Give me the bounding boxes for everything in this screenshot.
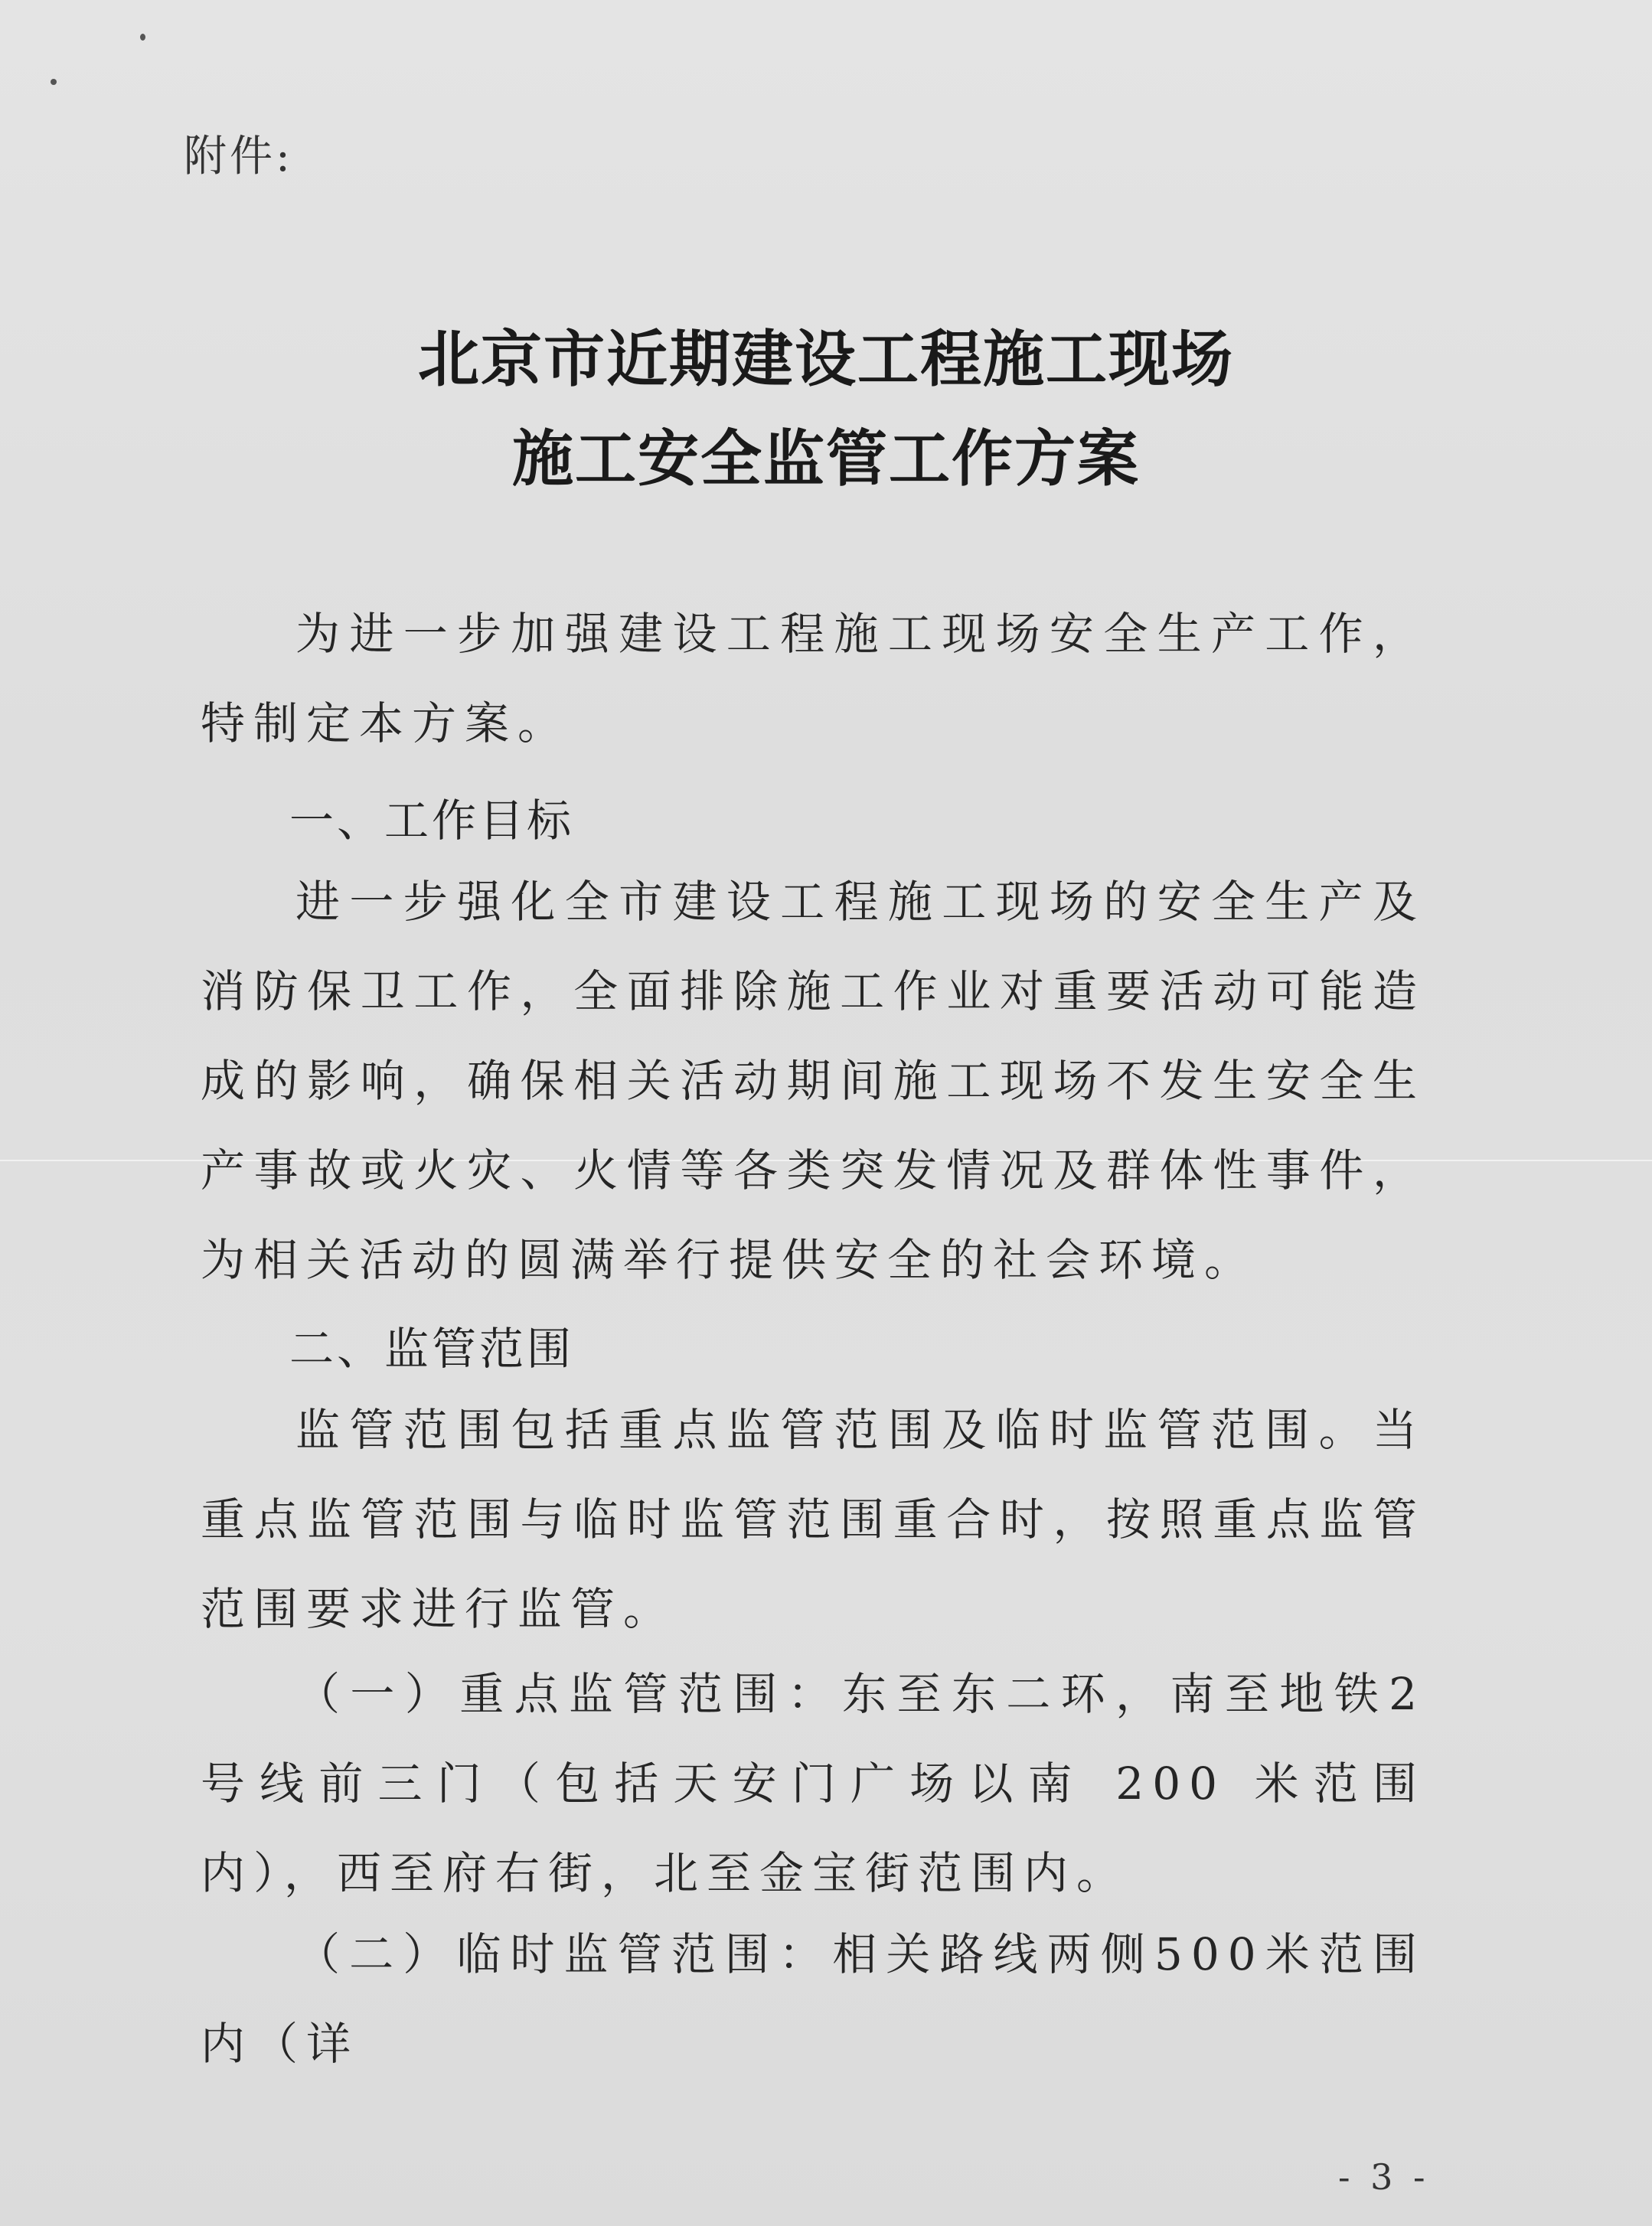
intro-paragraph: 为进一步加强建设工程施工现场安全生产工作，特制定本方案。 xyxy=(201,608,1425,749)
section-2-heading: 二、监管范围 xyxy=(289,1323,575,1375)
section-1-heading: 一、工作目标 xyxy=(289,795,575,847)
document-title-line-2: 施工安全监管工作方案 xyxy=(512,423,1140,494)
section-2-item-1: （一）重点监管范围：东至东二环，南至地铁2号线前三门（包括天安门广场以南 200 米范围内），西至府右街，北至金宝街范围内。 xyxy=(201,1668,1425,1899)
paper-speck xyxy=(140,34,145,41)
section-1-body: 进一步强化全市建设工程施工现场的安全生产及消防保卫工作，全面排除施工作业对重要活动可能造成的影响，确保相关活动期间施工现场不发生安全生产事故或火灾、火情等各类突发情况及群体性事件，为相关活动的圆满举行提供安全的社会环境。 xyxy=(201,876,1425,1286)
paper-speck xyxy=(51,79,57,85)
attachment-label: 附件: xyxy=(184,132,293,181)
section-2-item-2: （二）临时监管范围：相关路线两侧500米范围内（详 xyxy=(201,1928,1425,2070)
section-2-body: 监管范围包括重点监管范围及临时监管范围。当重点监管范围与临时监管范围重合时，按照重点监管范围要求进行监管。 xyxy=(201,1404,1425,1635)
document-title-line-1: 北京市近期建设工程施工现场 xyxy=(418,324,1234,395)
page-number: - 3 - xyxy=(1338,2156,1430,2198)
